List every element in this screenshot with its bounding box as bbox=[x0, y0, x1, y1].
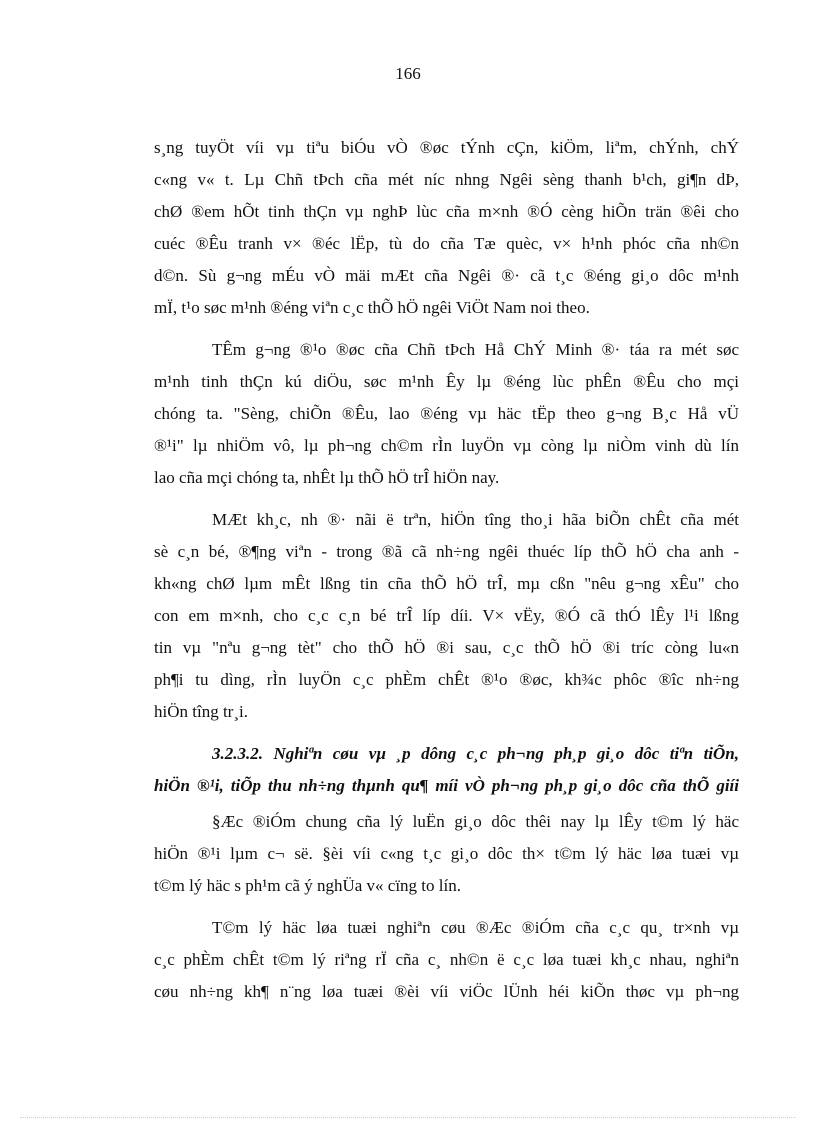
text-line: hiÖn ®¹i lµm c¬ së. §èi víi c«ng t¸c gi¸o dôc th× t©m lý häc løa tuæi vµ bbox=[154, 844, 739, 863]
paragraph-1 bbox=[154, 132, 739, 324]
text-line: m¹nh tinh thÇn kú diÖu, søc m¹nh Êy lµ ®éng lùc phÊn ®Êu cho mçi bbox=[154, 372, 739, 391]
document-body bbox=[154, 132, 739, 1018]
page-bottom-rule bbox=[20, 1117, 796, 1118]
text-line: cøu nh÷ng kh¶ n¨ng løa tuæi ®èi víi viÖc lÜnh héi kiÕn thøc vµ ph¬ng bbox=[154, 982, 739, 1001]
text-line: TÊm g¬ng ®¹o ®øc cña Chñ tÞch Hå ChÝ Minh ®· táa ra mét søc bbox=[212, 340, 739, 359]
text-line: sè c¸n bé, ®¶ng viªn - trong ®ã cã nh÷ng ngêi thuéc líp thÕ hÖ cha anh - bbox=[154, 542, 739, 561]
text-line: hiÖn tîng tr¸i. bbox=[154, 702, 248, 721]
text-line: T©m lý häc løa tuæi nghiªn cøu ®Æc ®iÓm cña c¸c qu¸ tr×nh vµ bbox=[212, 918, 739, 937]
heading-line: 3.2.3.2. Nghiªn cøu vµ ¸p dông c¸c ph¬ng ph¸p gi¸o dôc tiªn tiÕn, bbox=[212, 744, 739, 763]
text-line: cuéc ®Êu tranh v× ®éc lËp, tù do cña Tæ quèc, v× h¹nh phóc cña nh©n bbox=[154, 234, 739, 253]
text-line: con em m×nh, cho c¸c c¸n bé trÎ líp díi. V× vËy, ®Ó cã thÓ lÊy l¹i lßng bbox=[154, 606, 739, 625]
text-line: d©n. Sù g¬ng mÉu vÒ mäi mÆt cña Ngêi ®· cã t¸c ®éng gi¸o dôc m¹nh bbox=[154, 266, 739, 285]
paragraph-3 bbox=[154, 504, 739, 728]
text-line: c¸c phÈm chÊt t©m lý riªng rÏ cña c¸ nh©n ë c¸c løa tuæi kh¸c nhau, nghiªn bbox=[154, 950, 739, 969]
text-line: chØ ®em hÕt tinh thÇn vµ nghÞ lùc cña m×nh ®Ó cèng hiÕn trän ®êi cho bbox=[154, 202, 739, 221]
paragraph-5 bbox=[154, 912, 739, 1008]
text-line: mÏ, t¹o søc m¹nh ®éng viªn c¸c thÕ hÖ ngêi ViÖt Nam noi theo. bbox=[154, 298, 590, 317]
text-line: §Æc ®iÓm chung cña lý luËn gi¸o dôc thêi nay lµ lÊy t©m lý häc bbox=[212, 812, 739, 831]
text-line: MÆt kh¸c, nh ®· nãi ë trªn, hiÖn tîng tho¸i hãa biÕn chÊt cña mét bbox=[212, 510, 739, 529]
text-line: c«ng v« t. Lµ Chñ tÞch cña mét níc nhng Ngêi sèng thanh b¹ch, gi¶n dÞ, bbox=[154, 170, 739, 189]
paragraph-4 bbox=[154, 806, 739, 902]
section-heading bbox=[154, 738, 739, 802]
text-line: chóng ta. "Sèng, chiÕn ®Êu, lao ®éng vµ häc tËp theo g¬ng B¸c Hå vÜ bbox=[154, 404, 739, 423]
text-line: ®¹i" lµ nhiÖm vô, lµ ph¬ng ch©m rÌn luyÖn vµ còng lµ niÒm vinh dù lín bbox=[154, 436, 739, 455]
text-line: t©m lý häc s ph¹m cã ý nghÜa v« cïng to lín. bbox=[154, 876, 461, 895]
text-line: s¸ng tuyÖt víi vµ tiªu biÓu vÒ ®øc tÝnh cÇn, kiÖm, liªm, chÝnh, chÝ bbox=[154, 138, 739, 157]
heading-line: hiÖn ®¹i, tiÕp thu nh÷ng thµnh qu¶ míi vÒ ph¬ng ph¸p gi¸o dôc cña thÕ giíi bbox=[154, 776, 739, 795]
text-line: kh«ng chØ lµm mÊt lßng tin cña thÕ hÖ trÎ, mµ cßn "nêu g¬ng xÊu" cho bbox=[154, 574, 739, 593]
page-number: 166 bbox=[395, 64, 421, 83]
text-line: tin vµ "nªu g¬ng tèt" cho thÕ hÖ ®i sau, c¸c thÕ hÖ ®i tríc còng lu«n bbox=[154, 638, 739, 657]
paragraph-2 bbox=[154, 334, 739, 494]
text-line: ph¶i tu dìng, rÌn luyÖn c¸c phÈm chÊt ®¹o ®øc, kh¾c phôc ®îc nh÷ng bbox=[154, 670, 739, 689]
text-line: lao cña mçi chóng ta, nhÊt lµ thÕ hÖ trÎ hiÖn nay. bbox=[154, 468, 500, 487]
